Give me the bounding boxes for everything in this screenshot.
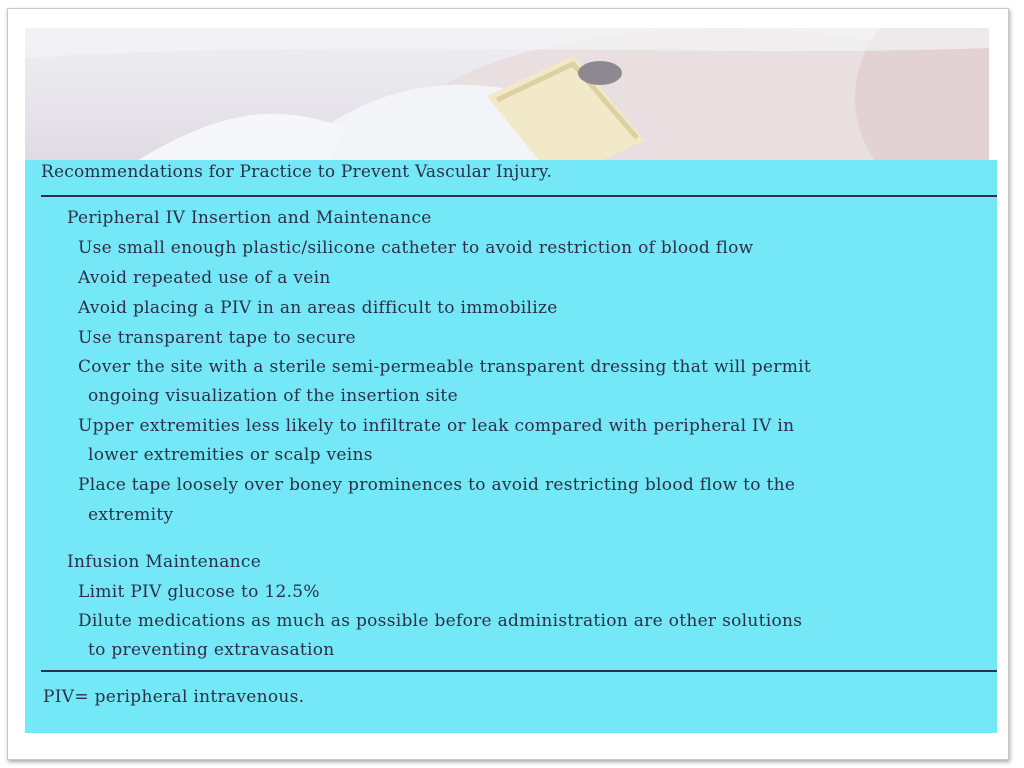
list-item: Avoid repeated use of a vein — [78, 268, 331, 288]
list-item: Avoid placing a PIV in an areas difficult to immobilize — [78, 298, 558, 318]
list-item: Place tape loosely over boney prominences to avoid restricting blood flow to the — [78, 475, 796, 495]
list-item: Upper extremities less likely to infiltrate or leak compared with peripheral IV in — [78, 416, 795, 436]
list-item: Use transparent tape to secure — [78, 328, 356, 348]
list-item-continuation: lower extremities or scalp veins — [88, 445, 373, 465]
list-item: Cover the site with a sterile semi-permeable transparent dressing that will permit — [78, 357, 812, 377]
section-heading-infusion: Infusion Maintenance — [67, 552, 262, 572]
list-item-continuation: extremity — [88, 505, 174, 525]
list-item: Use small enough plastic/silicone catheter to avoid restriction of blood flow — [78, 238, 754, 258]
list-item: Dilute medications as much as possible before administration are other solutions — [78, 611, 803, 631]
top-rule — [41, 195, 997, 197]
list-item-continuation: ongoing visualization of the insertion site — [88, 386, 458, 406]
bottom-rule — [41, 670, 997, 672]
background-photo — [25, 28, 989, 168]
footnote: PIV= peripheral intravenous. — [43, 687, 305, 707]
recommendations-table — [25, 160, 997, 733]
table-title: Recommendations for Practice to Prevent Vascular Injury. — [41, 162, 553, 182]
section-heading-peripheral-iv: Peripheral IV Insertion and Maintenance — [67, 208, 432, 228]
list-item-continuation: to preventing extravasation — [88, 640, 335, 660]
list-item: Limit PIV glucose to 12.5% — [78, 582, 320, 602]
